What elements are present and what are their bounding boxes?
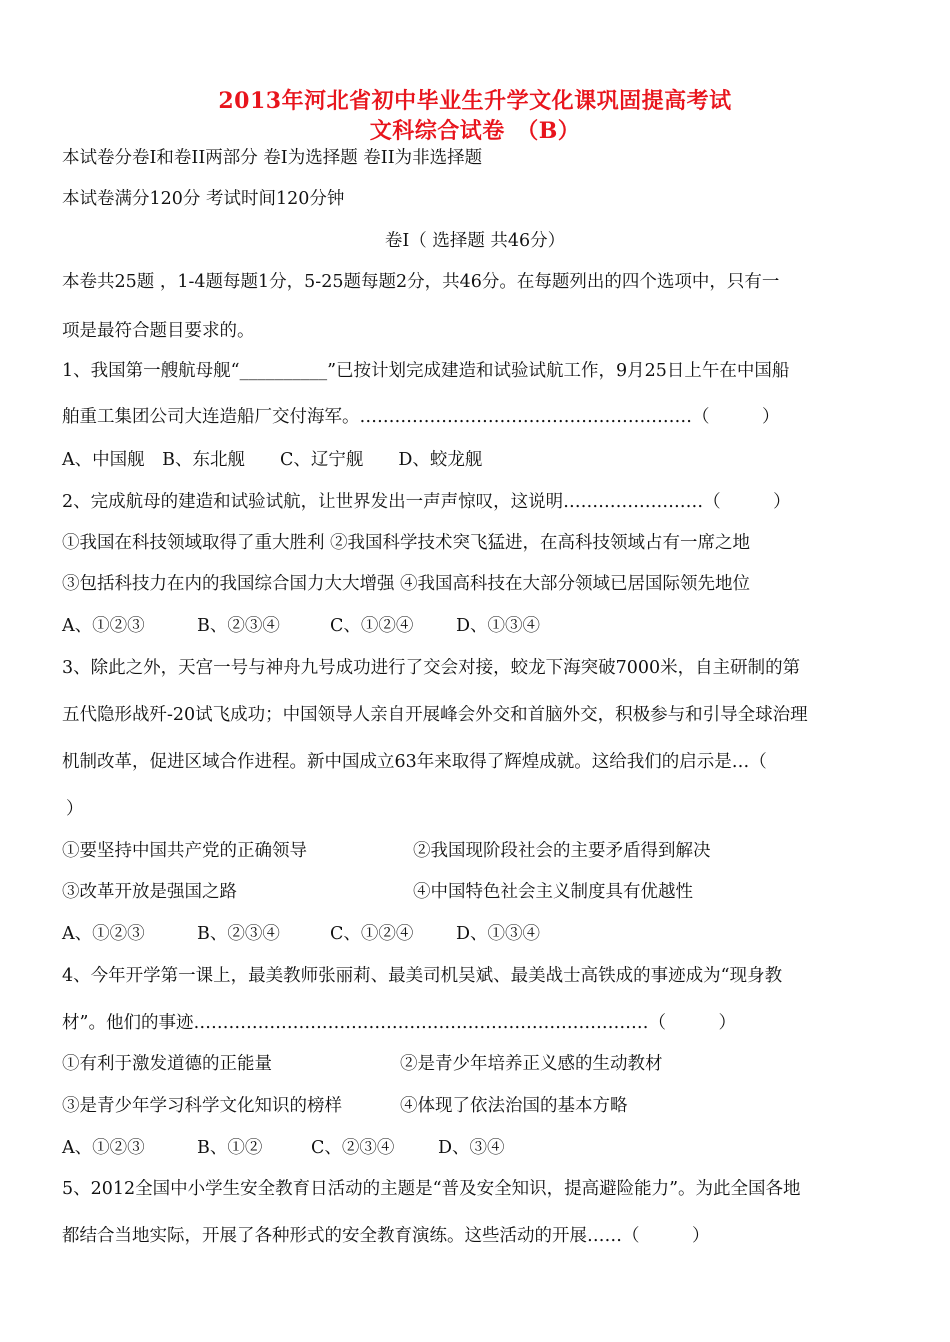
q2-statement-2: ③包括科技力在内的我国综合国力大大增强 ④我国高科技在大部分领域已居国际领先地位	[62, 574, 751, 594]
q2-stem: 2、完成航母的建造和试验试航，让世界发出一声声惊叹，这说明……………………（ ）	[62, 492, 791, 512]
intro-line-2: 本试卷满分120分 考试时间120分钟	[62, 189, 345, 209]
q1-options: A、中国舰 B、东北舰 C、辽宁舰 D、蛟龙舰	[62, 450, 483, 470]
q2-statement-1: ①我国在科技领域取得了重大胜利 ②我国科学技术突飞猛进，在高科技领域占有一席之地	[62, 533, 751, 553]
q4-stem-1: 4、今年开学第一课上，最美教师张丽莉、最美司机吴斌、最美战士高铁成的事迹成为“现身教	[62, 966, 783, 986]
q3-statement-2: ②我国现阶段社会的主要矛盾得到解决	[413, 841, 711, 861]
q3-statement-3: ③改革开放是强国之路	[62, 882, 237, 902]
q3-option-a: A、①②③	[62, 924, 145, 944]
q3-option-b: B、②③④	[197, 924, 280, 944]
q3-stem-4: ）	[66, 799, 84, 819]
q4-option-b: B、①②	[197, 1138, 263, 1158]
q2-option-c: C、①②④	[330, 616, 414, 636]
q3-stem-2: 五代隐形战歼-20试飞成功；中国领导人亲自开展峰会外交和首脑外交，积极参与和引导全球治理	[62, 705, 808, 725]
q2-option-b: B、②③④	[197, 616, 280, 636]
q3-stem-1: 3、除此之外，天宫一号与神舟九号成功进行了交会对接，蛟龙下海突破7000米，自主研制的第	[62, 658, 801, 678]
q5-stem-1: 5、2012全国中小学生安全教育日活动的主题是“普及安全知识，提高避险能力”。为此全国各地	[62, 1179, 801, 1199]
q3-statement-4: ④中国特色社会主义制度具有优越性	[413, 882, 693, 902]
q2-option-a: A、①②③	[62, 616, 145, 636]
q3-option-d: D、①③④	[456, 924, 541, 944]
section-instruction-2: 项是最符合题目要求的。	[62, 321, 255, 341]
q3-statement-1: ①要坚持中国共产党的正确领导	[62, 841, 307, 861]
exam-subtitle: 文科综合试卷 （B）	[369, 118, 581, 144]
q4-option-c: C、②③④	[311, 1138, 395, 1158]
q1-stem-1: 1、我国第一艘航母舰“__________”已按计划完成建造和试验试航工作，9月25日上午在中国船	[62, 361, 790, 381]
section-heading: 卷I（ 选择题 共46分）	[384, 231, 566, 251]
q4-statement-4: ④体现了依法治国的基本方略	[400, 1096, 628, 1116]
q2-option-d: D、①③④	[456, 616, 541, 636]
q1-stem-2: 舶重工集团公司大连造船厂交付海军。…………………………………………………（ ）	[62, 407, 780, 427]
q5-stem-2: 都结合当地实际，开展了各种形式的安全教育演练。这些活动的开展……（ ）	[62, 1226, 710, 1246]
section-instruction-1: 本卷共25题 ，1-4题每题1分，5-25题每题2分，共46分。在每题列出的四个选项中，只有一	[62, 272, 780, 292]
q3-option-c: C、①②④	[330, 924, 414, 944]
q4-option-a: A、①②③	[62, 1138, 145, 1158]
q4-stem-2: 材”。他们的事迹……………………………………………………………………（ ）	[62, 1013, 736, 1033]
q3-stem-3: 机制改革，促进区域合作进程。新中国成立63年来取得了辉煌成就。这给我们的启示是…（	[62, 752, 767, 772]
exam-title: 2013年河北省初中毕业生升学文化课巩固提高考试	[218, 88, 732, 114]
q4-statement-3: ③是青少年学习科学文化知识的榜样	[62, 1096, 342, 1116]
q4-statement-2: ②是青少年培养正义感的生动教材	[400, 1054, 663, 1074]
q4-statement-1: ①有利于激发道德的正能量	[62, 1054, 272, 1074]
q4-option-d: D、③④	[438, 1138, 505, 1158]
intro-line-1: 本试卷分卷I和卷II两部分 卷I为选择题 卷II为非选择题	[62, 148, 483, 168]
